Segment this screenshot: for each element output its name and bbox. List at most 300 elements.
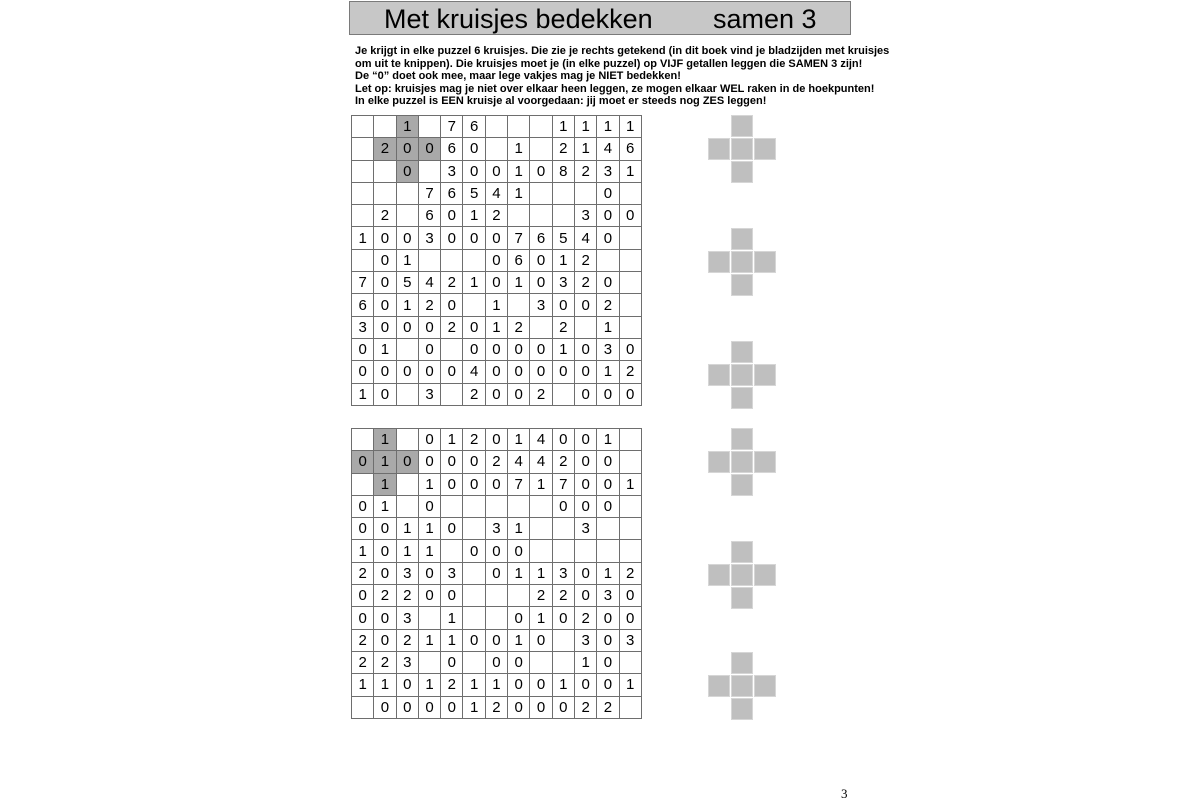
grid-cell[interactable] [619, 294, 641, 316]
grid-cell[interactable] [463, 249, 485, 271]
grid-cell[interactable]: 0 [352, 361, 374, 383]
grid-cell[interactable]: 1 [418, 629, 440, 651]
grid-cell[interactable]: 0 [508, 674, 530, 696]
grid-cell[interactable] [485, 495, 507, 517]
grid-cell[interactable]: 3 [396, 562, 418, 584]
grid-cell[interactable]: 0 [463, 338, 485, 360]
grid-cell[interactable]: 1 [552, 249, 574, 271]
grid-cell[interactable]: 0 [441, 696, 463, 718]
grid-cell[interactable]: 0 [597, 227, 619, 249]
grid-cell[interactable]: 0 [374, 562, 396, 584]
grid-cell[interactable]: 0 [374, 607, 396, 629]
grid-cell[interactable]: 2 [441, 272, 463, 294]
grid-cell[interactable]: 0 [574, 473, 596, 495]
grid-cell[interactable] [508, 116, 530, 138]
grid-cell[interactable]: 1 [530, 562, 552, 584]
grid-cell[interactable]: 0 [485, 651, 507, 673]
grid-cell[interactable]: 0 [574, 495, 596, 517]
grid-cell[interactable] [530, 205, 552, 227]
grid-cell[interactable]: 1 [418, 674, 440, 696]
grid-cell[interactable] [552, 182, 574, 204]
grid-cell[interactable] [463, 651, 485, 673]
grid-cell[interactable]: 0 [597, 629, 619, 651]
grid-cell[interactable]: 4 [463, 361, 485, 383]
grid-cell[interactable] [396, 338, 418, 360]
grid-cell[interactable] [352, 696, 374, 718]
grid-cell[interactable]: 3 [396, 607, 418, 629]
grid-cell[interactable]: 0 [597, 495, 619, 517]
grid-cell[interactable]: 0 [574, 451, 596, 473]
grid-cell[interactable]: 0 [463, 473, 485, 495]
grid-cell[interactable]: 0 [418, 562, 440, 584]
grid-cell[interactable] [396, 429, 418, 451]
grid-cell[interactable] [352, 429, 374, 451]
grid-cell[interactable] [619, 696, 641, 718]
grid-cell[interactable]: 0 [352, 585, 374, 607]
grid-cell[interactable]: 1 [597, 361, 619, 383]
grid-cell[interactable]: 1 [597, 562, 619, 584]
grid-cell[interactable]: 1 [619, 116, 641, 138]
grid-cell[interactable]: 1 [374, 473, 396, 495]
grid-cell[interactable]: 3 [485, 518, 507, 540]
grid-cell[interactable]: 5 [552, 227, 574, 249]
grid-cell[interactable] [418, 651, 440, 673]
grid-cell[interactable]: 0 [463, 160, 485, 182]
grid-cell[interactable]: 0 [418, 338, 440, 360]
grid-cell[interactable]: 2 [396, 629, 418, 651]
grid-cell[interactable]: 0 [352, 518, 374, 540]
grid-cell[interactable] [485, 138, 507, 160]
grid-cell[interactable] [619, 540, 641, 562]
grid-cell[interactable]: 2 [552, 138, 574, 160]
grid-cell[interactable] [463, 562, 485, 584]
grid-cell[interactable]: 1 [374, 338, 396, 360]
grid-cell[interactable] [374, 116, 396, 138]
grid-cell[interactable]: 2 [374, 585, 396, 607]
grid-cell[interactable]: 3 [619, 629, 641, 651]
grid-cell[interactable]: 2 [374, 205, 396, 227]
grid-cell[interactable]: 2 [441, 674, 463, 696]
grid-cell[interactable]: 1 [508, 629, 530, 651]
grid-cell[interactable]: 6 [530, 227, 552, 249]
grid-cell[interactable] [463, 607, 485, 629]
grid-cell[interactable] [352, 182, 374, 204]
grid-cell[interactable]: 1 [508, 272, 530, 294]
grid-cell[interactable]: 1 [552, 116, 574, 138]
grid-cell[interactable]: 0 [418, 495, 440, 517]
grid-cell[interactable]: 2 [574, 160, 596, 182]
grid-cell[interactable] [508, 205, 530, 227]
grid-cell[interactable]: 2 [530, 383, 552, 405]
grid-cell[interactable]: 1 [418, 540, 440, 562]
grid-cell[interactable]: 1 [396, 518, 418, 540]
grid-cell[interactable] [530, 495, 552, 517]
grid-cell[interactable] [619, 451, 641, 473]
grid-cell[interactable] [418, 607, 440, 629]
grid-cell[interactable]: 0 [597, 272, 619, 294]
grid-cell[interactable]: 0 [374, 696, 396, 718]
grid-cell[interactable]: 3 [418, 227, 440, 249]
grid-cell[interactable]: 1 [508, 562, 530, 584]
grid-cell[interactable]: 0 [530, 272, 552, 294]
grid-cell[interactable] [619, 182, 641, 204]
grid-cell[interactable]: 5 [396, 272, 418, 294]
grid-cell[interactable]: 1 [508, 429, 530, 451]
grid-cell[interactable]: 0 [485, 562, 507, 584]
grid-cell[interactable] [463, 585, 485, 607]
grid-cell[interactable]: 0 [396, 316, 418, 338]
grid-cell[interactable]: 0 [530, 674, 552, 696]
grid-cell[interactable]: 1 [597, 316, 619, 338]
grid-cell[interactable]: 2 [552, 451, 574, 473]
grid-cell[interactable]: 2 [574, 272, 596, 294]
grid-cell[interactable]: 0 [374, 272, 396, 294]
grid-cell[interactable]: 0 [574, 383, 596, 405]
grid-cell[interactable]: 0 [574, 361, 596, 383]
grid-cell[interactable]: 0 [552, 361, 574, 383]
grid-cell[interactable]: 0 [485, 629, 507, 651]
grid-cell[interactable]: 1 [552, 338, 574, 360]
grid-cell[interactable]: 0 [619, 383, 641, 405]
grid-cell[interactable]: 0 [508, 338, 530, 360]
grid-cell[interactable]: 1 [508, 138, 530, 160]
grid-cell[interactable]: 0 [418, 429, 440, 451]
grid-cell[interactable]: 0 [374, 518, 396, 540]
grid-cell[interactable]: 3 [418, 383, 440, 405]
grid-cell[interactable] [485, 116, 507, 138]
grid-cell[interactable]: 0 [530, 629, 552, 651]
grid-cell[interactable]: 3 [597, 160, 619, 182]
grid-cell[interactable]: 3 [597, 585, 619, 607]
grid-cell[interactable]: 4 [485, 182, 507, 204]
grid-cell[interactable]: 1 [619, 674, 641, 696]
grid-cell[interactable] [530, 651, 552, 673]
grid-cell[interactable] [352, 116, 374, 138]
grid-cell[interactable] [396, 182, 418, 204]
grid-cell[interactable]: 0 [508, 607, 530, 629]
grid-cell[interactable]: 2 [418, 294, 440, 316]
grid-cell[interactable]: 0 [530, 361, 552, 383]
grid-cell[interactable]: 0 [352, 607, 374, 629]
cross-piece[interactable] [708, 652, 776, 720]
grid-cell[interactable] [418, 249, 440, 271]
grid-cell[interactable]: 1 [396, 540, 418, 562]
grid-cell[interactable]: 2 [463, 429, 485, 451]
grid-cell[interactable]: 0 [418, 316, 440, 338]
grid-cell[interactable]: 0 [374, 316, 396, 338]
grid-cell[interactable]: 2 [374, 138, 396, 160]
grid-cell[interactable]: 2 [597, 696, 619, 718]
grid-cell[interactable]: 0 [485, 429, 507, 451]
grid-cell[interactable]: 0 [530, 338, 552, 360]
grid-cell[interactable]: 1 [463, 205, 485, 227]
grid-cell[interactable]: 0 [530, 249, 552, 271]
grid-cell[interactable]: 1 [530, 473, 552, 495]
grid-cell[interactable]: 1 [619, 473, 641, 495]
grid-cell[interactable] [441, 495, 463, 517]
grid-cell[interactable]: 0 [552, 495, 574, 517]
grid-cell[interactable]: 5 [463, 182, 485, 204]
grid-cell[interactable]: 0 [396, 160, 418, 182]
grid-cell[interactable]: 0 [508, 383, 530, 405]
grid-cell[interactable]: 6 [418, 205, 440, 227]
grid-cell[interactable]: 0 [374, 540, 396, 562]
grid-cell[interactable] [396, 383, 418, 405]
grid-cell[interactable]: 0 [597, 451, 619, 473]
grid-cell[interactable] [574, 540, 596, 562]
grid-cell[interactable]: 0 [396, 138, 418, 160]
grid-cell[interactable]: 1 [574, 116, 596, 138]
grid-cell[interactable]: 0 [352, 495, 374, 517]
grid-cell[interactable]: 0 [374, 227, 396, 249]
grid-cell[interactable]: 7 [418, 182, 440, 204]
grid-cell[interactable] [552, 518, 574, 540]
grid-cell[interactable]: 7 [441, 116, 463, 138]
grid-cell[interactable]: 2 [352, 651, 374, 673]
grid-cell[interactable]: 7 [552, 473, 574, 495]
grid-cell[interactable] [418, 116, 440, 138]
grid-cell[interactable]: 0 [485, 473, 507, 495]
grid-cell[interactable]: 1 [374, 674, 396, 696]
grid-cell[interactable]: 0 [441, 473, 463, 495]
grid-cell[interactable]: 2 [352, 629, 374, 651]
grid-cell[interactable] [441, 540, 463, 562]
grid-cell[interactable] [597, 518, 619, 540]
grid-cell[interactable]: 0 [463, 138, 485, 160]
grid-cell[interactable]: 0 [463, 227, 485, 249]
grid-cell[interactable]: 0 [374, 361, 396, 383]
grid-cell[interactable]: 0 [374, 629, 396, 651]
grid-cell[interactable]: 0 [396, 227, 418, 249]
grid-cell[interactable]: 2 [374, 651, 396, 673]
grid-cell[interactable] [374, 160, 396, 182]
grid-cell[interactable] [530, 182, 552, 204]
grid-cell[interactable]: 0 [441, 518, 463, 540]
grid-cell[interactable]: 0 [352, 338, 374, 360]
grid-cell[interactable]: 4 [530, 429, 552, 451]
grid-cell[interactable]: 0 [418, 138, 440, 160]
grid-cell[interactable]: 2 [619, 562, 641, 584]
grid-cell[interactable]: 4 [508, 451, 530, 473]
grid-cell[interactable]: 2 [352, 562, 374, 584]
grid-cell[interactable]: 2 [485, 205, 507, 227]
grid-cell[interactable] [552, 651, 574, 673]
grid-cell[interactable] [441, 383, 463, 405]
grid-cell[interactable]: 6 [441, 182, 463, 204]
grid-cell[interactable] [418, 160, 440, 182]
grid-cell[interactable]: 0 [396, 696, 418, 718]
grid-cell[interactable]: 0 [530, 160, 552, 182]
grid-cell[interactable]: 0 [441, 451, 463, 473]
grid-cell[interactable]: 4 [597, 138, 619, 160]
grid-cell[interactable]: 0 [597, 205, 619, 227]
grid-cell[interactable]: 4 [530, 451, 552, 473]
grid-cell[interactable]: 0 [574, 562, 596, 584]
grid-cell[interactable]: 0 [485, 272, 507, 294]
grid-cell[interactable]: 1 [508, 182, 530, 204]
grid-cell[interactable] [530, 316, 552, 338]
grid-cell[interactable] [396, 473, 418, 495]
grid-cell[interactable] [552, 540, 574, 562]
grid-cell[interactable] [574, 182, 596, 204]
grid-cell[interactable]: 1 [374, 429, 396, 451]
grid-cell[interactable]: 2 [574, 696, 596, 718]
grid-cell[interactable]: 2 [485, 696, 507, 718]
grid-cell[interactable] [352, 249, 374, 271]
grid-cell[interactable] [552, 629, 574, 651]
grid-cell[interactable]: 0 [374, 249, 396, 271]
grid-cell[interactable]: 2 [508, 316, 530, 338]
grid-cell[interactable]: 1 [485, 674, 507, 696]
grid-cell[interactable]: 1 [508, 518, 530, 540]
grid-cell[interactable]: 0 [597, 473, 619, 495]
grid-cell[interactable]: 0 [552, 696, 574, 718]
grid-cell[interactable] [619, 651, 641, 673]
grid-cell[interactable]: 0 [619, 205, 641, 227]
grid-cell[interactable]: 1 [352, 227, 374, 249]
grid-cell[interactable] [619, 249, 641, 271]
grid-cell[interactable]: 2 [552, 585, 574, 607]
grid-cell[interactable] [619, 272, 641, 294]
grid-cell[interactable]: 0 [396, 674, 418, 696]
grid-cell[interactable]: 1 [352, 674, 374, 696]
grid-cell[interactable]: 1 [485, 316, 507, 338]
grid-cell[interactable]: 0 [396, 451, 418, 473]
grid-cell[interactable] [597, 540, 619, 562]
grid-cell[interactable]: 0 [485, 338, 507, 360]
grid-cell[interactable]: 3 [396, 651, 418, 673]
grid-cell[interactable]: 2 [574, 249, 596, 271]
cross-piece[interactable] [708, 341, 776, 409]
grid-cell[interactable]: 0 [463, 316, 485, 338]
grid-cell[interactable] [463, 518, 485, 540]
grid-cell[interactable]: 1 [441, 429, 463, 451]
grid-cell[interactable]: 1 [352, 540, 374, 562]
grid-cell[interactable]: 0 [619, 585, 641, 607]
grid-cell[interactable] [619, 316, 641, 338]
grid-cell[interactable] [352, 160, 374, 182]
grid-cell[interactable]: 0 [441, 294, 463, 316]
grid-cell[interactable]: 1 [574, 138, 596, 160]
grid-cell[interactable]: 0 [597, 182, 619, 204]
grid-cell[interactable]: 0 [441, 361, 463, 383]
grid-cell[interactable] [441, 249, 463, 271]
grid-cell[interactable]: 4 [418, 272, 440, 294]
grid-cell[interactable]: 2 [597, 294, 619, 316]
grid-cell[interactable]: 3 [597, 338, 619, 360]
grid-cell[interactable] [530, 518, 552, 540]
grid-cell[interactable]: 0 [463, 540, 485, 562]
grid-cell[interactable]: 0 [508, 361, 530, 383]
grid-cell[interactable]: 3 [441, 160, 463, 182]
grid-cell[interactable]: 0 [552, 607, 574, 629]
grid-cell[interactable]: 0 [485, 227, 507, 249]
grid-cell[interactable]: 3 [530, 294, 552, 316]
grid-cell[interactable]: 0 [508, 696, 530, 718]
grid-cell[interactable]: 8 [552, 160, 574, 182]
grid-cell[interactable]: 3 [574, 629, 596, 651]
grid-cell[interactable]: 1 [396, 249, 418, 271]
grid-cell[interactable]: 1 [352, 383, 374, 405]
grid-cell[interactable]: 0 [374, 294, 396, 316]
grid-cell[interactable]: 0 [485, 160, 507, 182]
grid-cell[interactable]: 3 [574, 205, 596, 227]
grid-cell[interactable]: 0 [619, 338, 641, 360]
grid-cell[interactable] [508, 294, 530, 316]
grid-cell[interactable]: 1 [396, 294, 418, 316]
grid-cell[interactable]: 0 [597, 383, 619, 405]
grid-cell[interactable]: 0 [508, 540, 530, 562]
grid-cell[interactable]: 2 [530, 585, 552, 607]
grid-cell[interactable]: 7 [508, 227, 530, 249]
grid-cell[interactable]: 3 [574, 518, 596, 540]
grid-cell[interactable]: 1 [396, 116, 418, 138]
grid-cell[interactable]: 0 [441, 205, 463, 227]
grid-cell[interactable]: 1 [441, 607, 463, 629]
grid-cell[interactable]: 2 [396, 585, 418, 607]
grid-cell[interactable]: 0 [485, 249, 507, 271]
grid-cell[interactable]: 0 [574, 585, 596, 607]
grid-cell[interactable]: 0 [463, 629, 485, 651]
grid-cell[interactable]: 1 [418, 473, 440, 495]
grid-cell[interactable] [619, 495, 641, 517]
grid-cell[interactable]: 6 [619, 138, 641, 160]
grid-cell[interactable] [574, 316, 596, 338]
grid-cell[interactable] [619, 227, 641, 249]
grid-cell[interactable]: 1 [619, 160, 641, 182]
grid-cell[interactable]: 1 [530, 607, 552, 629]
grid-cell[interactable] [530, 116, 552, 138]
grid-cell[interactable]: 1 [463, 272, 485, 294]
grid-cell[interactable]: 0 [374, 383, 396, 405]
grid-cell[interactable]: 0 [597, 607, 619, 629]
grid-cell[interactable] [441, 338, 463, 360]
grid-cell[interactable]: 1 [463, 696, 485, 718]
grid-cell[interactable]: 0 [508, 651, 530, 673]
grid-cell[interactable]: 0 [418, 361, 440, 383]
grid-cell[interactable] [485, 585, 507, 607]
grid-cell[interactable] [597, 249, 619, 271]
grid-cell[interactable]: 0 [396, 361, 418, 383]
grid-cell[interactable]: 6 [508, 249, 530, 271]
grid-cell[interactable]: 1 [574, 651, 596, 673]
grid-cell[interactable]: 0 [574, 338, 596, 360]
grid-cell[interactable]: 3 [552, 272, 574, 294]
grid-cell[interactable]: 0 [485, 383, 507, 405]
grid-cell[interactable]: 0 [441, 651, 463, 673]
grid-cell[interactable]: 7 [352, 272, 374, 294]
grid-cell[interactable]: 6 [352, 294, 374, 316]
grid-cell[interactable] [508, 495, 530, 517]
grid-cell[interactable]: 0 [418, 696, 440, 718]
grid-cell[interactable] [508, 585, 530, 607]
grid-cell[interactable]: 0 [574, 294, 596, 316]
grid-cell[interactable]: 3 [352, 316, 374, 338]
grid-cell[interactable] [352, 473, 374, 495]
grid-cell[interactable] [619, 518, 641, 540]
grid-cell[interactable] [352, 138, 374, 160]
grid-cell[interactable]: 0 [619, 607, 641, 629]
grid-cell[interactable] [396, 205, 418, 227]
grid-cell[interactable]: 2 [552, 316, 574, 338]
grid-cell[interactable]: 0 [418, 585, 440, 607]
grid-cell[interactable]: 0 [574, 429, 596, 451]
grid-cell[interactable]: 0 [552, 294, 574, 316]
grid-cell[interactable]: 1 [552, 674, 574, 696]
grid-cell[interactable]: 1 [441, 629, 463, 651]
grid-cell[interactable] [485, 607, 507, 629]
grid-cell[interactable]: 0 [597, 651, 619, 673]
